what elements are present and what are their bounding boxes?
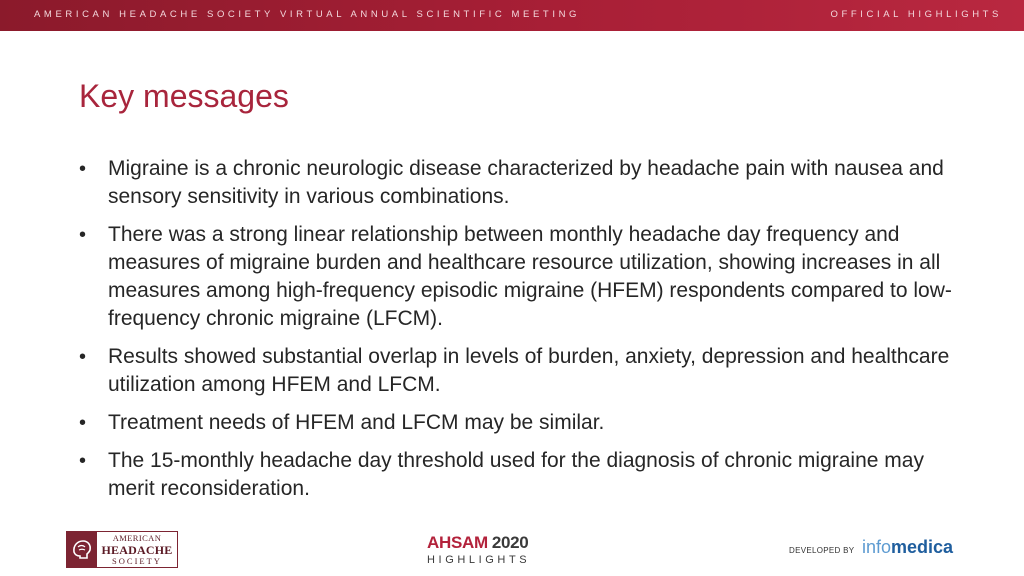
header-bar (0, 0, 1024, 31)
infomedica-part1: info (862, 537, 892, 557)
bullet-item: • Migraine is a chronic neurologic disease characterized by headache pain with nausea and sensory sensitivity in various combinations. (79, 155, 959, 211)
american-headache-society-logo (66, 531, 178, 568)
ahsam-subtitle: HIGHLIGHTS (427, 554, 531, 566)
bullet-item: • There was a strong linear relationship between monthly headache day frequency and measures of migraine burden and healthcare resource utilization, showing increases in all measures among high-frequency episodic migraine (HFEM) respondents compared to low-frequency chronic migraine (LFCM). (79, 221, 959, 333)
bullet-item: • The 15-monthly headache day threshold used for the diagnosis of chronic migraine may merit reconsideration. (79, 447, 959, 503)
ahs-logo-line1: AMERICAN (112, 533, 162, 543)
head-brain-icon (67, 532, 97, 567)
official-highlights-label: OFFICIAL HIGHLIGHTS (830, 9, 1002, 20)
ahs-logo-line2: HEADACHE (101, 542, 173, 557)
ahsam-2020-logo (427, 534, 530, 566)
infomedica-logo (862, 538, 953, 556)
ahs-logo-line3: SOCIETY (112, 555, 162, 566)
slide-title: Key messages (79, 78, 289, 114)
key-messages-list (79, 155, 959, 513)
bullet-item: • Treatment needs of HFEM and LFCM may be similar. (79, 409, 959, 437)
ahsam-word: AHSAM (427, 533, 488, 552)
developed-by-label: DEVELOPED BY (789, 546, 855, 555)
ahsam-year: 2020 (491, 533, 529, 552)
infomedica-part2: medica (891, 537, 954, 557)
meeting-name: AMERICAN HEADACHE SOCIETY VIRTUAL ANNUAL SCIENTIFIC MEETING (34, 9, 581, 20)
bullet-item: • Results showed substantial overlap in levels of burden, anxiety, depression and healthcare utilization among HFEM and LFCM. (79, 343, 959, 399)
